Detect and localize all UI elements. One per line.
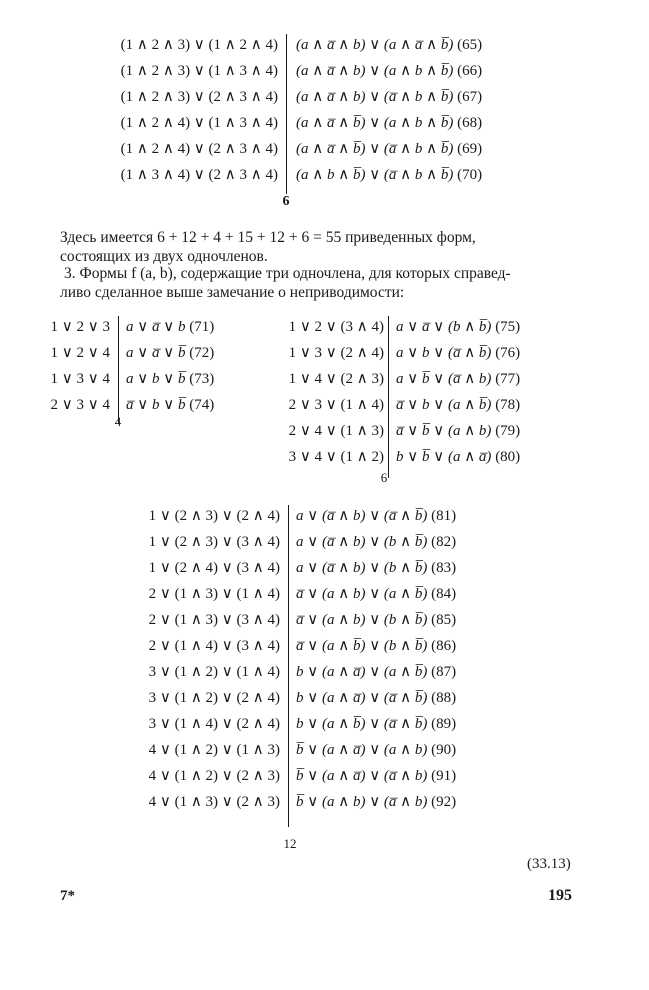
formula-number: (68) [457,115,483,131]
group4-count: 12 [283,836,297,851]
group4-right-row [296,737,456,763]
formula-expression: 1 ∨ 2 ∨ 3 [50,319,110,335]
formula-expression: (a ∧ b ∧ b̅) ∨ (a̅ ∧ b ∧ b̅) [296,167,454,183]
formula-expression: 3 ∨ (1 ∧ 2) ∨ (1 ∧ 4) [148,664,280,680]
formula-number: (74) [189,397,215,413]
group3b-right-row [396,340,520,366]
formula-number: (69) [457,141,483,157]
group3a-right-column [126,314,214,418]
group2-left-row [60,162,278,188]
group2-right-row [296,162,482,188]
formula-number: (83) [431,560,457,576]
formula-expression: 1 ∨ (2 ∧ 3) ∨ (3 ∧ 4) [148,534,280,550]
page-number: 195 [548,887,572,904]
group4-left-row [100,737,280,763]
paragraph-section-3 [60,264,600,302]
group4-right-row [296,555,456,581]
formula-number: (85) [431,612,457,628]
formula-expression: 2 ∨ (1 ∧ 3) ∨ (3 ∧ 4) [148,612,280,628]
group2-left-row [60,58,278,84]
formula-expression: 4 ∨ (1 ∧ 2) ∨ (1 ∧ 3) [148,742,280,758]
formula-expression: a ∨ a̅ ∨ b [126,319,186,335]
group3b-left-row [250,444,384,470]
footer-signature: 7* [60,888,75,904]
formula-number: (89) [431,716,457,732]
formula-expression: (1 ∧ 3 ∧ 4) ∨ (2 ∧ 3 ∧ 4) [120,167,278,183]
group4-left-row [100,607,280,633]
formula-expression: 4 ∨ (1 ∧ 2) ∨ (2 ∧ 3) [148,768,280,784]
formula-expression: (a ∧ a̅ ∧ b̅) ∨ (a ∧ b ∧ b̅) [296,115,454,131]
formula-expression: b ∨ b̅ ∨ (a ∧ a̅) [396,449,492,465]
formula-expression: (1 ∧ 2 ∧ 3) ∨ (1 ∧ 2 ∧ 4) [120,37,278,53]
group4-right-row [296,633,456,659]
equation-number: (33.13) [527,856,571,872]
group3a-right-row [126,340,214,366]
group4-left-row [100,685,280,711]
formula-expression: b ∨ (a ∧ a̅) ∨ (a̅ ∧ b̅) [296,690,428,706]
group4-left-row [100,581,280,607]
paragraph-summary [60,228,590,266]
group4-left-row [100,659,280,685]
formula-expression: 2 ∨ 3 ∨ 4 [50,397,110,413]
group3b-left-row [250,392,384,418]
group4-right-row [296,581,456,607]
formula-number: (71) [189,319,215,335]
formula-number: (91) [431,768,457,784]
group2-left-column [60,32,278,188]
group3b-left-column [250,314,384,470]
group2-count: 6 [282,194,290,209]
formula-expression: (1 ∧ 2 ∧ 3) ∨ (2 ∧ 3 ∧ 4) [120,89,278,105]
group3a-right-row [126,366,214,392]
formula-expression: (1 ∧ 2 ∧ 3) ∨ (1 ∧ 3 ∧ 4) [120,63,278,79]
group3a-divider [118,316,119,424]
formula-expression: b ∨ (a ∧ b̅) ∨ (a̅ ∧ b̅) [296,716,428,732]
formula-expression: b̅ ∨ (a ∧ a̅) ∨ (a ∧ b) [296,742,428,758]
group4-right-row [296,685,456,711]
group4-left-row [100,633,280,659]
group3a-left-column [20,314,110,418]
group3b-right-row [396,418,520,444]
formula-expression: 1 ∨ 2 ∨ 4 [50,345,110,361]
group2-left-row [60,136,278,162]
formula-expression: 2 ∨ (1 ∧ 3) ∨ (1 ∧ 4) [148,586,280,602]
formula-number: (80) [495,449,521,465]
formula-expression: (1 ∧ 2 ∧ 4) ∨ (1 ∧ 3 ∧ 4) [120,115,278,131]
formula-number: (92) [431,794,457,810]
group4-divider [288,505,289,827]
formula-number: (76) [495,345,521,361]
group2-left-row [60,84,278,110]
formula-expression: 1 ∨ 2 ∨ (3 ∧ 4) [288,319,384,335]
formula-number: (73) [189,371,215,387]
formula-expression: b ∨ (a ∧ a̅) ∨ (a ∧ b̅) [296,664,428,680]
formula-expression: (a ∧ a̅ ∧ b̅) ∨ (a̅ ∧ b ∧ b̅) [296,141,454,157]
formula-expression: a̅ ∨ b ∨ b̅ [126,397,186,413]
group3b-left-row [250,314,384,340]
group3b-count: 6 [380,470,388,485]
formula-expression: a ∨ a̅ ∨ (b ∧ b̅) [396,319,492,335]
formula-expression: 1 ∨ (2 ∧ 4) ∨ (3 ∧ 4) [148,560,280,576]
formula-number: (65) [457,37,483,53]
formula-number: (70) [457,167,483,183]
group3b-right-column [396,314,520,470]
group3b-left-row [250,418,384,444]
group3b-right-row [396,444,520,470]
formula-expression: a̅ ∨ (a ∧ b) ∨ (a ∧ b̅) [296,586,428,602]
group3a-right-row [126,392,214,418]
formula-number: (66) [457,63,483,79]
formula-expression: a ∨ (a̅ ∧ b) ∨ (b ∧ b̅) [296,560,428,576]
group4-left-row [100,503,280,529]
summary-line-2: состоящих из двух одночленов. [60,248,268,265]
formula-expression: 2 ∨ 3 ∨ (1 ∧ 4) [288,397,384,413]
section-3-line-2: ливо сделанное выше замечание о неприводимости: [60,284,405,301]
group3b-right-row [396,392,520,418]
formula-expression: (1 ∧ 2 ∧ 4) ∨ (2 ∧ 3 ∧ 4) [120,141,278,157]
formula-expression: 1 ∨ 4 ∨ (2 ∧ 3) [288,371,384,387]
formula-expression: a̅ ∨ (a ∧ b) ∨ (b ∧ b̅) [296,612,428,628]
group3a-left-row [20,314,110,340]
group3b-right-row [396,314,520,340]
formula-expression: a ∨ a̅ ∨ b̅ [126,345,186,361]
group2-left-row [60,32,278,58]
formula-expression: 2 ∨ (1 ∧ 4) ∨ (3 ∧ 4) [148,638,280,654]
group2-right-row [296,58,482,84]
formula-expression: a̅ ∨ b̅ ∨ (a ∧ b) [396,423,492,439]
group2-right-row [296,32,482,58]
group4-left-row [100,529,280,555]
formula-number: (88) [431,690,457,706]
formula-number: (81) [431,508,457,524]
group4-left-row [100,711,280,737]
formula-expression: 3 ∨ (1 ∧ 2) ∨ (2 ∧ 4) [148,690,280,706]
formula-number: (87) [431,664,457,680]
formula-expression: a ∨ b̅ ∨ (a̅ ∧ b) [396,371,492,387]
formula-number: (75) [495,319,521,335]
group3a-left-row [20,392,110,418]
group4-right-row [296,659,456,685]
formula-number: (78) [495,397,521,413]
group3b-right-row [396,366,520,392]
formula-expression: 4 ∨ (1 ∧ 3) ∨ (2 ∧ 3) [148,794,280,810]
group4-right-row [296,763,456,789]
formula-expression: 1 ∨ 3 ∨ (2 ∧ 4) [288,345,384,361]
group3b-left-row [250,340,384,366]
formula-expression: 3 ∨ (1 ∧ 4) ∨ (2 ∧ 4) [148,716,280,732]
formula-number: (67) [457,89,483,105]
formula-expression: 2 ∨ 4 ∨ (1 ∧ 3) [288,423,384,439]
group3b-left-row [250,366,384,392]
formula-expression: 1 ∨ 3 ∨ 4 [50,371,110,387]
formula-expression: a ∨ b ∨ b̅ [126,371,186,387]
group2-right-row [296,110,482,136]
formula-expression: (a ∧ a̅ ∧ b) ∨ (a ∧ a̅ ∧ b̅) [296,37,454,53]
group3a-count: 4 [114,414,122,429]
formula-number: (82) [431,534,457,550]
formula-expression: b̅ ∨ (a ∧ b) ∨ (a̅ ∧ b) [296,794,428,810]
formula-expression: 3 ∨ 4 ∨ (1 ∧ 2) [288,449,384,465]
formula-number: (86) [431,638,457,654]
formula-number: (84) [431,586,457,602]
group4-right-row [296,529,456,555]
group4-left-row [100,555,280,581]
formula-number: (77) [495,371,521,387]
formula-expression: a ∨ (a̅ ∧ b) ∨ (a̅ ∧ b̅) [296,508,428,524]
group4-right-row [296,607,456,633]
formula-number: (72) [189,345,215,361]
formula-expression: a̅ ∨ (a ∧ b̅) ∨ (b ∧ b̅) [296,638,428,654]
group3a-left-row [20,340,110,366]
formula-number: (79) [495,423,521,439]
formula-expression: a ∨ (a̅ ∧ b) ∨ (b ∧ b̅) [296,534,428,550]
group4-left-column [100,503,280,815]
formula-expression: (a ∧ a̅ ∧ b) ∨ (a̅ ∧ b ∧ b̅) [296,89,454,105]
group3b-divider [388,316,389,478]
formula-expression: (a ∧ a̅ ∧ b) ∨ (a ∧ b ∧ b̅) [296,63,454,79]
formula-number: (90) [431,742,457,758]
group3a-left-row [20,366,110,392]
group2-right-row [296,136,482,162]
formula-expression: a ∨ b ∨ (a̅ ∧ b̅) [396,345,492,361]
group4-left-row [100,763,280,789]
group2-divider [286,34,287,194]
section-3-line-1: 3. Формы f (a, b), содержащие три одночлена, для которых справед- [64,265,511,282]
group4-right-column [296,503,456,815]
group4-right-row [296,789,456,815]
formula-expression: 1 ∨ (2 ∧ 3) ∨ (2 ∧ 4) [148,508,280,524]
group3a-right-row [126,314,214,340]
group4-left-row [100,789,280,815]
summary-line-1: Здесь имеется 6 + 12 + 4 + 15 + 12 + 6 = 55 приведенных форм, [60,229,476,246]
group2-right-row [296,84,482,110]
group4-right-row [296,711,456,737]
formula-expression: b̅ ∨ (a ∧ a̅) ∨ (a̅ ∧ b) [296,768,428,784]
group4-right-row [296,503,456,529]
group2-left-row [60,110,278,136]
formula-expression: a̅ ∨ b ∨ (a ∧ b̅) [396,397,492,413]
group2-right-column [296,32,482,188]
